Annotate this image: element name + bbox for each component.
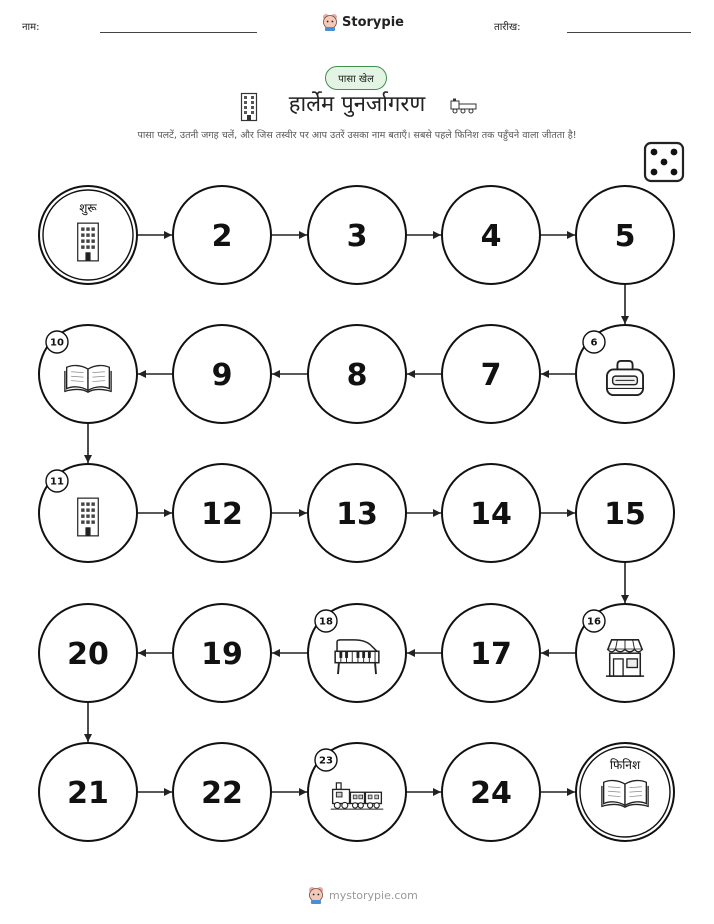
instructions: पासा पलटें, उतनी जगह चलें, और जिस तस्वीर पर आप उतरें उसका नाम बताएँ। सबसे पहले फिनिश तक पहुँचने वाला जीतता है! bbox=[137, 130, 577, 141]
dice-pip bbox=[661, 159, 668, 166]
path-arrow bbox=[540, 509, 575, 517]
path-arrow bbox=[407, 370, 442, 378]
board-space-6[interactable] bbox=[576, 325, 674, 423]
board-space-2[interactable] bbox=[173, 186, 271, 284]
space-number: 2 bbox=[211, 219, 233, 254]
space-number: 9 bbox=[211, 358, 233, 393]
path-arrow bbox=[272, 370, 308, 378]
space-number: 21 bbox=[67, 776, 109, 811]
space-number: 4 bbox=[480, 219, 502, 254]
board-space-4[interactable] bbox=[442, 186, 540, 284]
board-space-21[interactable] bbox=[39, 743, 137, 841]
path-arrow bbox=[621, 562, 629, 603]
svg-text:18: 18 bbox=[319, 616, 333, 628]
space-number-badge bbox=[46, 331, 68, 353]
board-space-15[interactable] bbox=[576, 464, 674, 562]
svg-text:10: 10 bbox=[50, 337, 64, 349]
space-number-badge bbox=[583, 610, 605, 632]
brand-name: Storypie bbox=[342, 14, 404, 30]
path-arrow bbox=[406, 509, 441, 517]
svg-text:23: 23 bbox=[319, 755, 333, 767]
path-arrow bbox=[541, 370, 576, 378]
space-number-badge bbox=[315, 610, 337, 632]
board-space-12[interactable] bbox=[173, 464, 271, 562]
board-space-14[interactable] bbox=[442, 464, 540, 562]
dice-pip bbox=[651, 169, 658, 176]
space-number: 7 bbox=[480, 358, 502, 393]
dice-pip bbox=[651, 149, 658, 156]
space-number-badge bbox=[583, 331, 605, 353]
path-arrow bbox=[541, 649, 576, 657]
storypie-footer-icon bbox=[308, 886, 324, 904]
path-arrow bbox=[138, 370, 173, 378]
path-arrow bbox=[407, 649, 442, 657]
page-title: हार्लेम पुनर्जागरण bbox=[288, 92, 426, 117]
space-number: 13 bbox=[336, 497, 378, 532]
game-type-badge: पासा खेल bbox=[325, 66, 387, 90]
space-number: 5 bbox=[614, 219, 636, 254]
start-label: शुरू bbox=[79, 201, 97, 215]
board-space-18[interactable] bbox=[308, 604, 406, 702]
dice-pip bbox=[671, 149, 678, 156]
space-number-badge bbox=[46, 470, 68, 492]
board-space-16[interactable] bbox=[576, 604, 674, 702]
path-arrow bbox=[137, 509, 172, 517]
path-arrow bbox=[272, 649, 308, 657]
svg-text:11: 11 bbox=[50, 476, 64, 488]
board-space-25[interactable] bbox=[576, 743, 674, 841]
path-arrow bbox=[84, 702, 92, 742]
space-number: 17 bbox=[470, 637, 512, 672]
footer bbox=[308, 886, 418, 904]
board-space-10[interactable] bbox=[39, 325, 137, 423]
board-space-20[interactable] bbox=[39, 604, 137, 702]
space-number: 20 bbox=[67, 637, 109, 672]
svg-text:6: 6 bbox=[590, 337, 598, 349]
path-arrow bbox=[540, 231, 575, 239]
path-arrow bbox=[138, 649, 173, 657]
board-space-24[interactable] bbox=[442, 743, 540, 841]
board-space-11[interactable] bbox=[39, 464, 137, 562]
board-cells bbox=[39, 186, 674, 841]
space-number: 3 bbox=[346, 219, 368, 254]
path-arrow bbox=[271, 509, 307, 517]
building-icon bbox=[78, 498, 99, 536]
board-space-23[interactable] bbox=[308, 743, 406, 841]
path-arrow bbox=[621, 284, 629, 324]
path-arrow bbox=[271, 231, 307, 239]
board-space-7[interactable] bbox=[442, 325, 540, 423]
board-space-22[interactable] bbox=[173, 743, 271, 841]
building-icon bbox=[78, 223, 99, 261]
board-space-19[interactable] bbox=[173, 604, 271, 702]
board-space-17[interactable] bbox=[442, 604, 540, 702]
space-number: 8 bbox=[346, 358, 368, 393]
board-space-13[interactable] bbox=[308, 464, 406, 562]
path-arrow bbox=[271, 788, 307, 796]
shop-icon bbox=[606, 640, 644, 676]
path-arrow bbox=[137, 231, 172, 239]
footer-link[interactable]: mystorypie.com bbox=[329, 888, 418, 902]
path-arrow bbox=[406, 788, 441, 796]
path-arrow bbox=[406, 231, 441, 239]
board-space-1[interactable] bbox=[39, 186, 137, 284]
board-space-8[interactable] bbox=[308, 325, 406, 423]
path-arrow bbox=[137, 788, 172, 796]
path-arrow bbox=[540, 788, 575, 796]
space-number-badge bbox=[315, 749, 337, 771]
name-label: नाम: bbox=[22, 22, 40, 33]
space-number: 22 bbox=[201, 776, 243, 811]
date-label: तारीख: bbox=[494, 22, 521, 33]
space-number: 15 bbox=[604, 497, 646, 532]
space-number: 24 bbox=[470, 776, 512, 811]
board-space-3[interactable] bbox=[308, 186, 406, 284]
board-space-9[interactable] bbox=[173, 325, 271, 423]
dice-icon bbox=[645, 143, 683, 181]
dice-pip bbox=[671, 169, 678, 176]
path-arrow bbox=[84, 423, 92, 463]
svg-text:16: 16 bbox=[587, 616, 601, 628]
board-space-5[interactable] bbox=[576, 186, 674, 284]
finish-label: फिनिश bbox=[609, 758, 641, 772]
space-number: 19 bbox=[201, 637, 243, 672]
space-number: 14 bbox=[470, 497, 512, 532]
space-number: 12 bbox=[201, 497, 243, 532]
